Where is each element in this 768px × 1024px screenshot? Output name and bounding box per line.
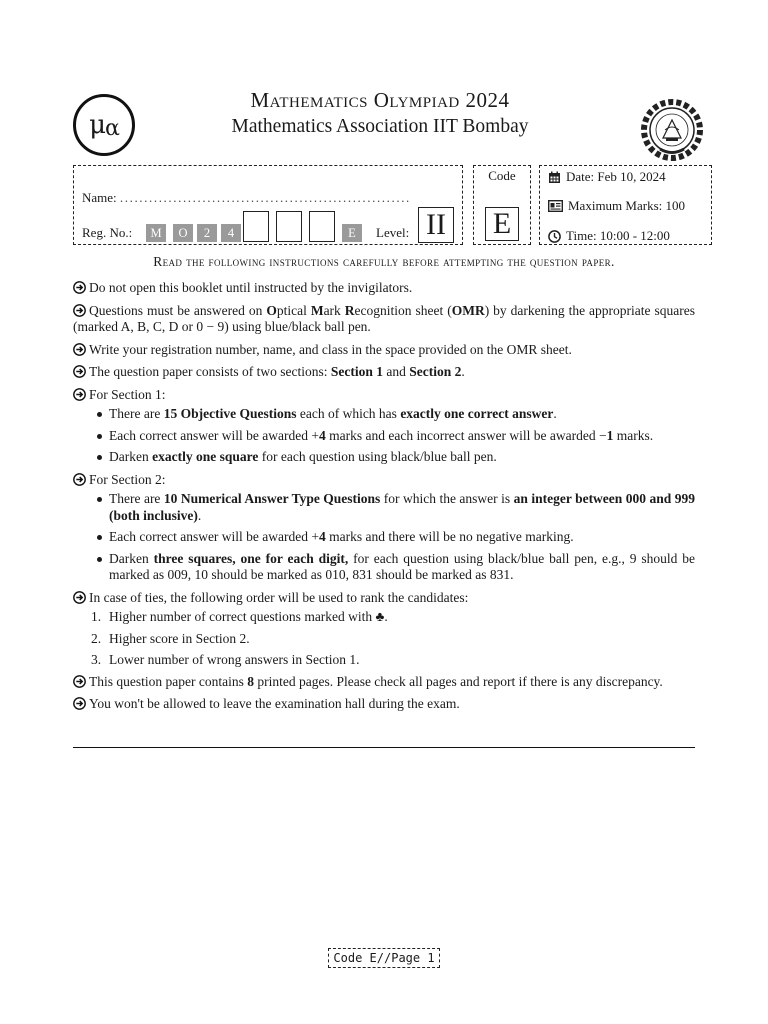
code-value: E [485, 207, 519, 241]
name-field[interactable] [82, 190, 411, 206]
association-logo [73, 94, 135, 156]
id-card-icon [548, 200, 563, 212]
instruction-text: Do not open this booklet until instructed by the invigilators. [89, 280, 413, 295]
section-2-rules [95, 491, 695, 584]
omr-letter: O [266, 302, 277, 318]
instruction-item [73, 674, 695, 691]
instruction-item [73, 696, 695, 713]
instruction-text: In case of ties, the following order will be used to rank the candidates: [89, 589, 469, 605]
time-text: Time: 10:00 - 12:00 [566, 228, 670, 243]
circle-arrow-right-icon [73, 388, 86, 401]
list-item: 2. Higher score in Section 2. [91, 630, 250, 646]
circle-arrow-right-icon [73, 697, 86, 710]
section-1-label: Section 1 [330, 364, 383, 379]
marks-text: Maximum Marks: 100 [568, 198, 685, 213]
list-item: 3. Lower number of wrong answers in Section 1. [91, 652, 360, 667]
instruction-text: . [461, 364, 465, 379]
level-label: Level: [376, 225, 410, 240]
instructions-heading: Read the following instructions carefully before attempting the question paper. [153, 254, 615, 269]
reg-digit-box[interactable] [276, 211, 302, 242]
level-value: II [418, 207, 454, 243]
list-item: Each correct answer will be awarded +4 marks and each incorrect answer will be awarded −1 marks. [95, 428, 695, 445]
clock-icon [548, 230, 561, 243]
instruction-text: ptical [276, 302, 311, 318]
reg-cell-prefix: 4 [221, 224, 241, 242]
logo-alpha: α [105, 115, 119, 141]
instruction-text: Write your registration number, name, and class in the space provided on the OMR sheet. [89, 341, 572, 357]
list-item: Darken exactly one square for each question using black/blue ball pen. [95, 449, 695, 466]
divider [73, 747, 695, 748]
section-2-label: Section 2 [409, 364, 462, 379]
reg-cell-prefix: O [173, 224, 193, 242]
circle-arrow-right-icon [73, 304, 86, 317]
tie-break-list [91, 609, 695, 669]
instruction-text: Questions must be answered on [89, 302, 267, 318]
calendar-icon [548, 171, 561, 184]
date-row [548, 169, 666, 185]
code-label: Code [488, 168, 516, 183]
list-item: There are 10 Numerical Answer Type Questions for which the answer is an integer between 000 and 999 (both inclusive). [95, 491, 695, 524]
instruction-item [73, 364, 695, 381]
page-title: Mathematics Olympiad 2024 [250, 88, 510, 112]
list-item: 1. Higher number of correct questions marked with ♣. [91, 609, 388, 624]
page-count: 8 [247, 673, 254, 689]
reg-digit-box[interactable] [309, 211, 335, 242]
marks-row [548, 198, 685, 214]
time-row [548, 228, 670, 244]
instruction-text: The question paper consists of two sections: [89, 364, 331, 379]
instruction-text: printed pages. Please check all pages and report if there is any discrepancy. [253, 673, 663, 689]
circle-arrow-right-icon [73, 281, 86, 294]
instruction-text: ark [323, 302, 345, 318]
page-footer: Code E//Page 1 [328, 948, 440, 968]
reg-cell-suffix: E [342, 224, 362, 242]
instruction-item [73, 590, 695, 607]
instruction-item [73, 303, 695, 336]
omr-letter: M [310, 302, 324, 318]
instructions-list [73, 280, 695, 719]
name-label: Name: [82, 190, 117, 205]
circle-arrow-right-icon [73, 343, 86, 356]
page-subtitle: Mathematics Association IIT Bombay [231, 116, 529, 137]
iit-bombay-logo [636, 94, 708, 166]
circle-arrow-right-icon [73, 591, 86, 604]
section-1-rules [95, 406, 695, 466]
instruction-item [73, 342, 695, 359]
reg-digit-box[interactable] [243, 211, 269, 242]
list-item: There are 15 Objective Questions each of which has exactly one correct answer. [95, 406, 695, 423]
omr-abbrev: OMR [451, 302, 485, 318]
instruction-text: For Section 1: [89, 386, 166, 402]
list-item: Each correct answer will be awarded +4 marks and there will be no negative marking. [95, 529, 695, 546]
instruction-text: You won't be allowed to leave the examination hall during the exam. [89, 696, 460, 711]
reg-cell-prefix: M [146, 224, 166, 242]
circle-arrow-right-icon [73, 365, 86, 378]
logo-mu: μ [89, 110, 106, 140]
circle-arrow-right-icon [73, 675, 86, 688]
instruction-item [73, 472, 695, 489]
reg-label: Reg. No.: [82, 225, 133, 240]
instruction-text: This question paper contains [89, 673, 248, 689]
omr-letter: R [344, 302, 355, 318]
name-dots: ............................................................ [119, 190, 411, 205]
instruction-item [73, 280, 695, 297]
instruction-text: ecognition sheet ( [354, 302, 452, 318]
circle-arrow-right-icon [73, 473, 86, 486]
list-item: Darken three squares, one for each digit, for each question using black/blue ball pen, e.g., 9 should be marked as 009, 10 should be marked as 010, 831 should be marked as 831. [95, 551, 695, 584]
instruction-text: and [382, 364, 410, 379]
instruction-text: ) by darkening the appropriate squares (marked A, B, C, D or 0 − 9) using blue/black ball pen. [73, 302, 695, 334]
instruction-text: For Section 2: [89, 471, 166, 487]
reg-cell-prefix: 2 [197, 224, 217, 242]
date-text: Date: Feb 10, 2024 [566, 169, 666, 184]
instruction-item [73, 387, 695, 404]
